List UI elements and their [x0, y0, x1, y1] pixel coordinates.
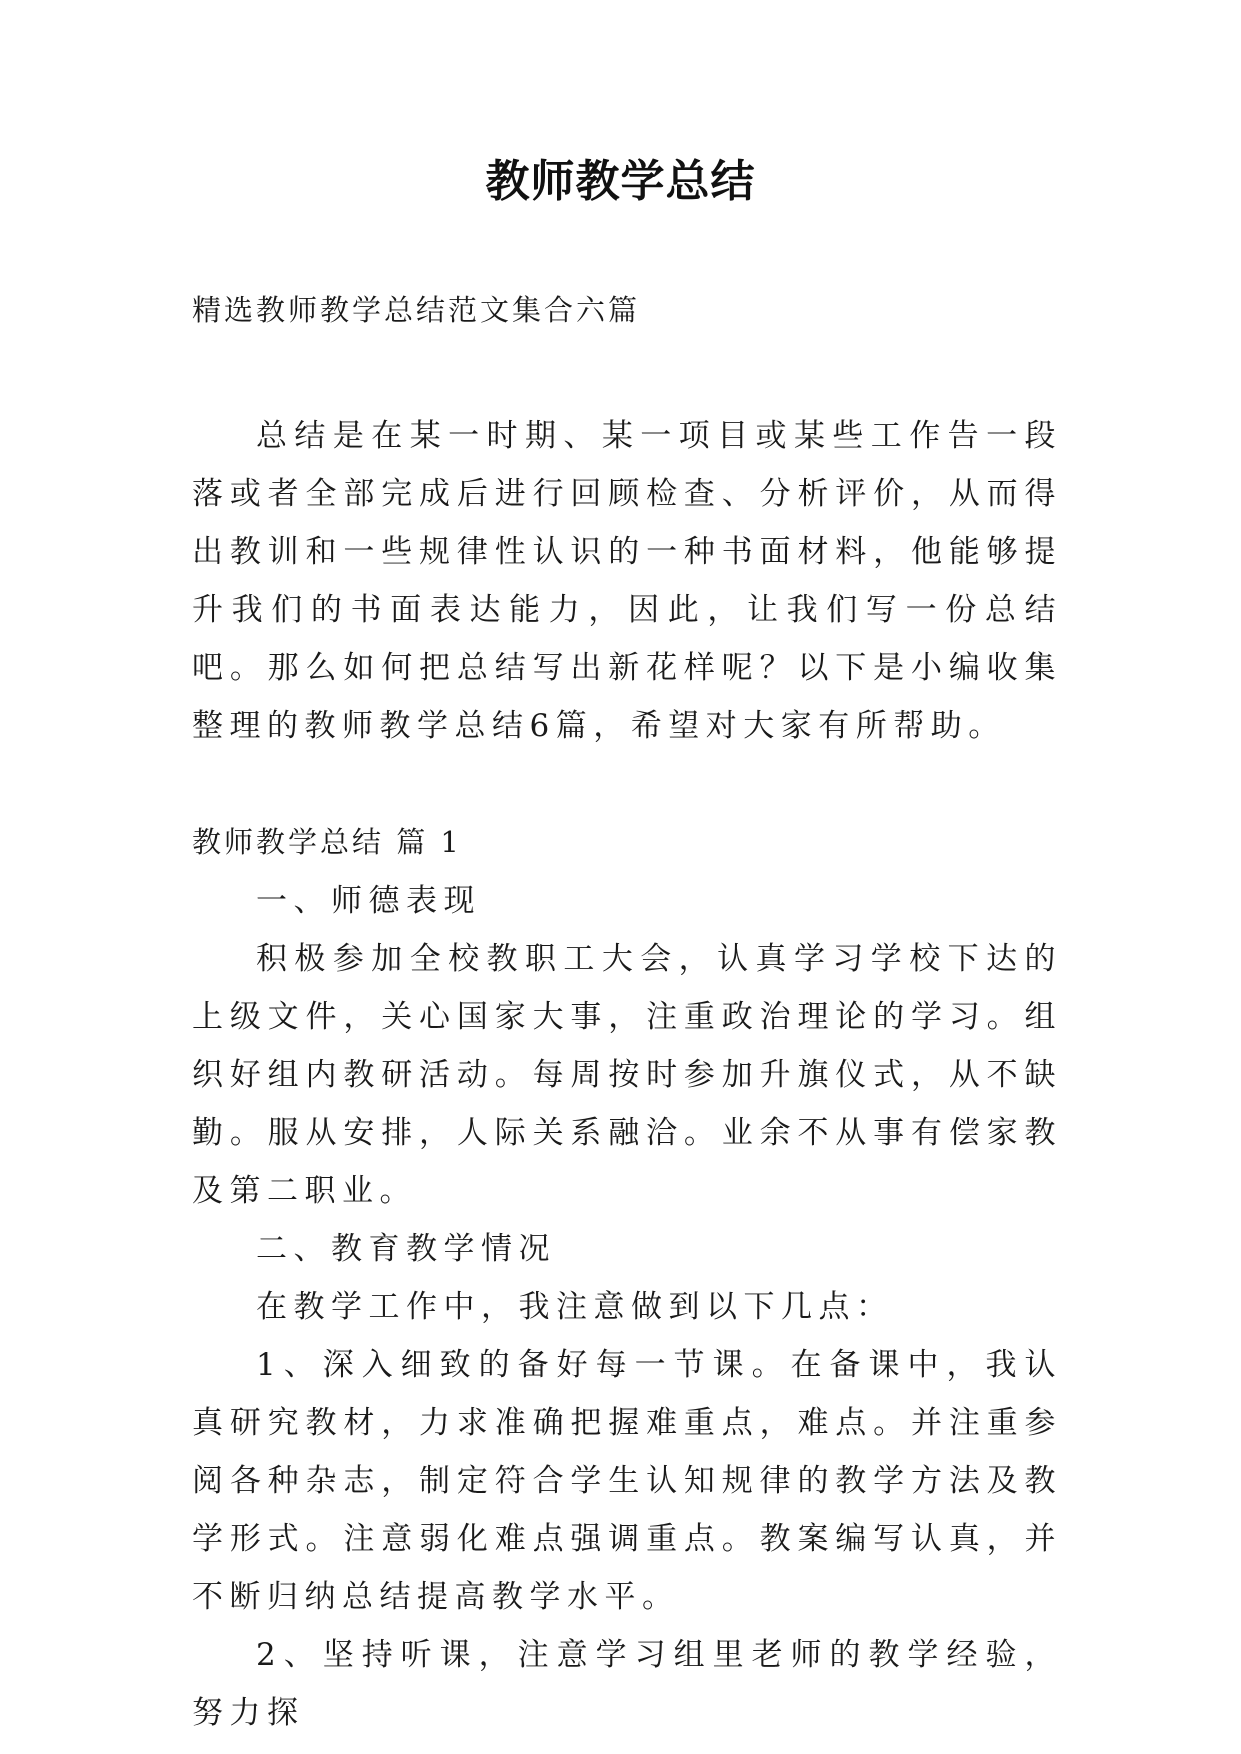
body-paragraph: 积极参加全校教职工大会，认真学习学校下达的上级文件，关心国家大事，注重政治理论的学习。组织好组内教研活动。每周按时参加升旗仪式，从不缺勤。服从安排，人际关系融洽。业余不从事有偿家教及第二职业。 — [192, 941, 1062, 1209]
subheading-ethics: 一、师德表现 — [256, 883, 481, 919]
section-body — [192, 872, 1062, 1742]
body-paragraph: 在教学工作中，我注意做到以下几点： — [256, 1289, 894, 1325]
intro-paragraph: 总结是在某一时期、某一项目或某些工作告一段落或者全部完成后进行回顾检查、分析评价，从而得出教训和一些规律性认识的一种书面材料，他能够提升我们的书面表达能力，因此，让我们写一份总结吧。那么如何把总结写出新花样呢？以下是小编收集整理的教师教学总结6篇，希望对大家有所帮助。 — [192, 418, 1062, 744]
body-paragraph: 1、深入细致的备好每一节课。在备课中，我认真研究教材，力求准确把握难重点，难点。并注重参阅各种杂志，制定符合学生认知规律的教学方法及教学形式。注意弱化难点强调重点。教案编写认真，并不断归纳总结提高教学水平。 — [192, 1347, 1062, 1615]
document-subtitle: 精选教师教学总结范文集合六篇 — [192, 293, 641, 327]
section-heading: 教师教学总结 篇 1 — [192, 825, 462, 859]
subheading-teaching: 二、教育教学情况 — [256, 1231, 556, 1267]
body-paragraph: 2、坚持听课，注意学习组里老师的教学经验，努力探 — [192, 1637, 1062, 1731]
document-title: 教师教学总结 — [485, 156, 756, 207]
